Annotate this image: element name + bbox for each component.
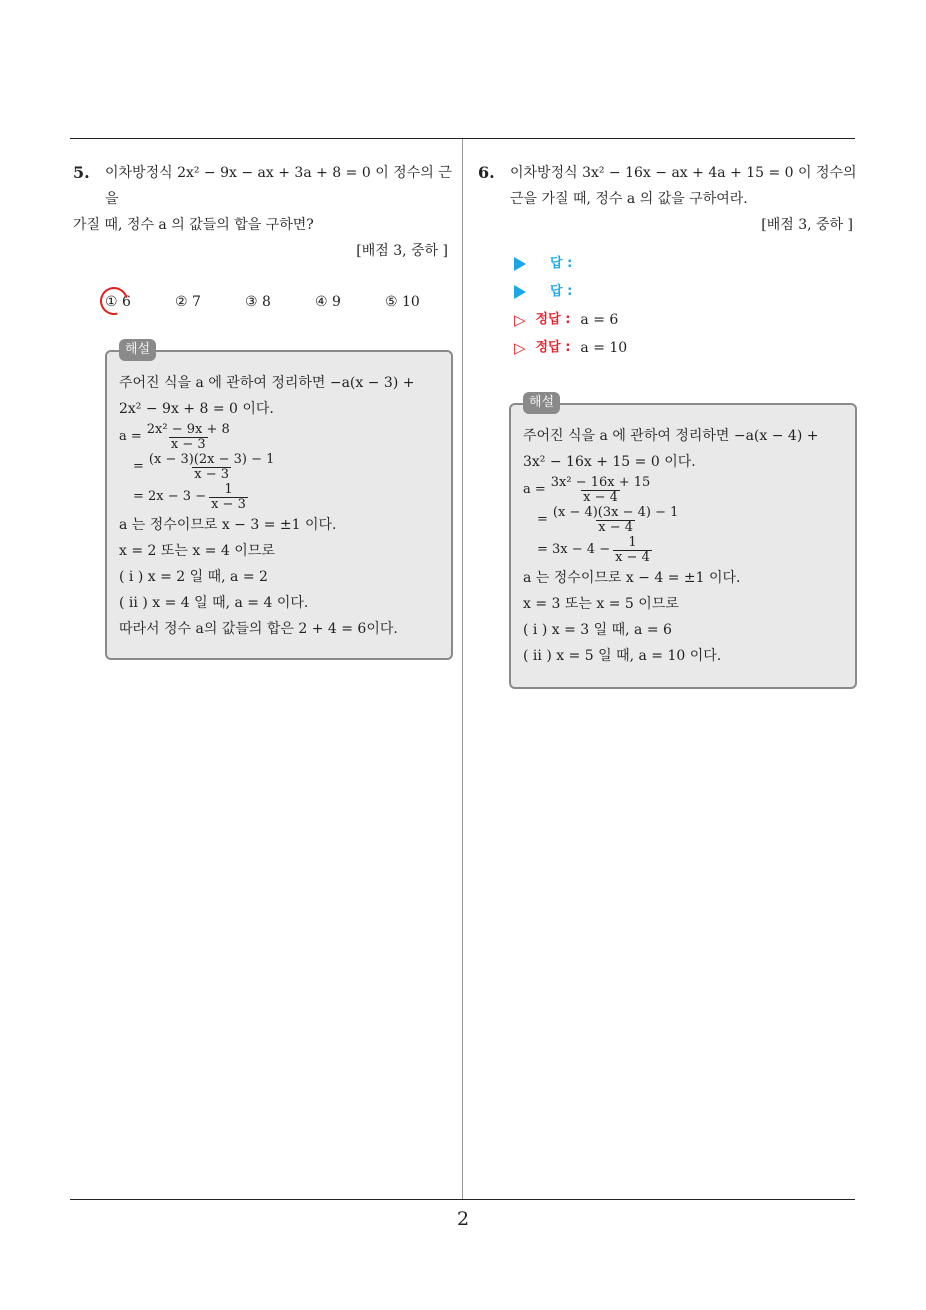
choice-2[interactable]: ② 7	[175, 294, 201, 310]
solution-line: a 는 정수이므로 x − 4 = ±1 이다.	[523, 570, 741, 586]
question-text-line1: 이차방정식 3x² − 16x − ax + 4a + 15 = 0 이 정수의	[510, 165, 857, 181]
column-divider	[462, 139, 463, 1199]
solution-box-6	[509, 395, 857, 689]
solution-line: ( i ) x = 3 일 때, a = 6	[523, 622, 672, 638]
question-number: 6.	[478, 163, 495, 182]
correct-answer-row: ▷ 정답 : a = 6	[514, 306, 863, 334]
solution-box-5	[105, 342, 453, 660]
choice-list	[73, 294, 458, 310]
fraction-eq-1: a = $\frac{\text{2x² − 9x + 8}}{x - 3}$	[119, 422, 230, 452]
correct-answer-row: ▷ 정답 : a = 10	[514, 334, 863, 362]
answer-input-row[interactable]: 답 :	[514, 278, 863, 306]
fraction-eq-2: = $\frac{(x - 3)(2x - 3) - 1}{x - 3}$	[133, 452, 275, 482]
fraction-eq-2: = $\frac{(x - 4)(3x - 4) - 1}{x - 4}$	[537, 505, 679, 535]
question-text-line2: 가질 때, 정수 a 의 값들의 합을 구하면?	[73, 217, 314, 233]
outline-triangle-icon: ▷	[514, 339, 526, 357]
answer-input-row[interactable]: 답 :	[514, 250, 863, 278]
choice-4[interactable]: ④ 9	[315, 294, 341, 310]
solution-line: 3x² − 16x + 15 = 0 이다.	[523, 454, 696, 470]
solution-line: x = 2 또는 x = 4 이므로	[119, 543, 275, 559]
solution-line: ( i ) x = 2 일 때, a = 2	[119, 569, 268, 585]
solution-line: 주어진 식을 a 에 관하여 정리하면 −a(x − 4) +	[523, 428, 819, 444]
solution-line: x = 3 또는 x = 5 이므로	[523, 596, 679, 612]
fraction-eq-3: = 2x − 3 − $\frac{1}{x - 3}$	[133, 482, 246, 512]
score-meta: [배점 3, 중하 ]	[356, 243, 448, 259]
question-6	[478, 160, 863, 362]
question-5	[73, 160, 458, 310]
solution-tag: 해설	[119, 339, 156, 361]
choice-5[interactable]: ⑤ 10	[385, 294, 420, 310]
question-number: 5.	[73, 163, 90, 182]
answer-list	[478, 250, 863, 362]
fraction-eq-3: = 3x − 4 − $\frac{1}{x - 4}$	[537, 535, 650, 565]
solution-line: ( ii ) x = 4 일 때, a = 4 이다.	[119, 595, 309, 611]
page-number: 2	[456, 1208, 470, 1230]
selected-circle-mark	[95, 282, 133, 320]
fraction-eq-1: a = $\frac{\text{3x² − 16x + 15}}{x - 4}$	[523, 475, 651, 505]
bottom-rule	[70, 1199, 855, 1200]
play-triangle-icon	[514, 285, 526, 299]
outline-triangle-icon: ▷	[514, 311, 526, 329]
score-meta: [배점 3, 중하 ]	[761, 217, 853, 233]
question-text-line1: 이차방정식 2x² − 9x − ax + 3a + 8 = 0 이 정수의 근을	[105, 165, 452, 207]
solution-line: 주어진 식을 a 에 관하여 정리하면 −a(x − 3) +	[119, 375, 415, 391]
solution-line: a 는 정수이므로 x − 3 = ±1 이다.	[119, 517, 337, 533]
solution-tag: 해설	[523, 392, 560, 414]
choice-3[interactable]: ③ 8	[245, 294, 271, 310]
solution-line: 2x² − 9x + 8 = 0 이다.	[119, 401, 274, 417]
question-text-line2: 근을 가질 때, 정수 a 의 값을 구하여라.	[510, 191, 748, 207]
choice-1[interactable]: ① 6	[105, 294, 175, 310]
play-triangle-icon	[514, 257, 526, 271]
solution-line: ( ii ) x = 5 일 때, a = 10 이다.	[523, 648, 722, 664]
solution-line: 따라서 정수 a의 값들의 합은 2 + 4 = 6이다.	[119, 621, 398, 637]
